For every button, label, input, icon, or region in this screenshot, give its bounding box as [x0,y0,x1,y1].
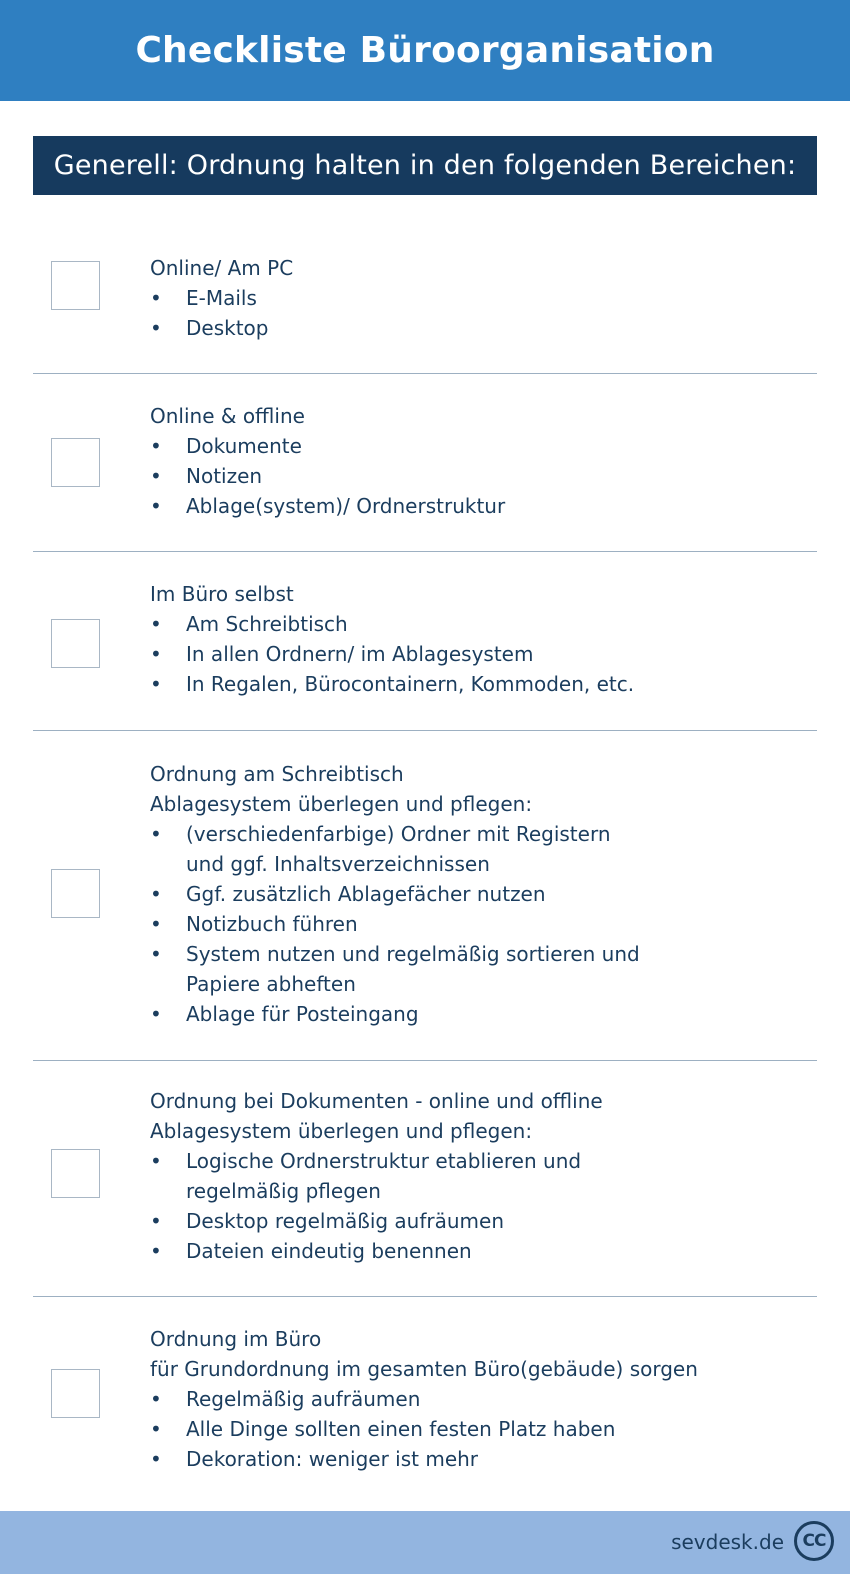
bullet-item: • Desktop [150,313,770,343]
bullet-item: • Alle Dinge sollten einen festen Platz haben [150,1414,770,1444]
checkbox-dokumente[interactable] [51,1149,100,1198]
checkbox-im-buero[interactable] [51,619,100,668]
checklist-item-ordnung-buero [150,1324,770,1474]
checklist-item-im-buero [150,579,770,699]
section-divider [33,1296,817,1297]
item-subheading: für Grundordnung im gesamten Büro(gebäude) sorgen [150,1357,698,1381]
bullet-item: • In allen Ordnern/ im Ablagesystem [150,639,770,669]
bullet-item: • Notizbuch führen [150,909,770,939]
section-divider [33,1060,817,1061]
item-subheading: Ablagesystem überlegen und pflegen: [150,1119,533,1143]
item-heading: Online/ Am PC [150,256,294,280]
bullet-item: • Dokumente [150,431,770,461]
bullet-item: • Logische Ordnerstruktur etablieren und regelmäßig pflegen [150,1146,770,1206]
item-heading: Ordnung am Schreibtisch [150,762,404,786]
page-title: Checkliste Büroorganisation [135,30,715,71]
footer-bar [0,1511,850,1574]
checklist-item-dokumente [150,1086,770,1266]
brand-link[interactable]: sevdesk.de [671,1530,784,1554]
cc-icon: CC [794,1521,834,1561]
section-divider [33,373,817,374]
item-heading: Online & offline [150,404,305,428]
bullet-item: • Dateien eindeutig benennen [150,1236,770,1266]
checkbox-schreibtisch[interactable] [51,869,100,918]
checkbox-online-offline[interactable] [51,438,100,487]
bullet-item: • Am Schreibtisch [150,609,770,639]
bullet-item: • Notizen [150,461,770,491]
checklist-item-online-pc [150,253,770,343]
bullet-item: • Dekoration: weniger ist mehr [150,1444,770,1474]
item-subheading: Ablagesystem überlegen und pflegen: [150,792,533,816]
bullet-item: • Ablage(system)/ Ordnerstruktur [150,491,770,521]
bullet-item: • System nutzen und regelmäßig sortieren und Papiere abheften [150,939,770,999]
section-divider [33,551,817,552]
bullet-item: • (verschiedenfarbige) Ordner mit Registern und ggf. Inhaltsverzeichnissen [150,819,770,879]
section-banner [33,136,817,195]
checkbox-ordnung-buero[interactable] [51,1369,100,1418]
bullet-item: • E-Mails [150,283,770,313]
bullet-item: • Ablage für Posteingang [150,999,770,1029]
bullet-item: • In Regalen, Bürocontainern, Kommoden, etc. [150,669,770,699]
section-title: Generell: Ordnung halten in den folgenden Bereichen: [53,150,797,181]
checklist-item-schreibtisch [150,759,770,1029]
item-heading: Ordnung bei Dokumenten - online und offline [150,1089,603,1113]
item-heading: Im Büro selbst [150,582,294,606]
section-divider [33,730,817,731]
bullet-item: • Ggf. zusätzlich Ablagefächer nutzen [150,879,770,909]
bullet-item: • Desktop regelmäßig aufräumen [150,1206,770,1236]
checkbox-online-pc[interactable] [51,261,100,310]
header-banner [0,0,850,101]
item-heading: Ordnung im Büro [150,1327,322,1351]
bullet-item: • Regelmäßig aufräumen [150,1384,770,1414]
checklist-item-online-offline [150,401,770,521]
